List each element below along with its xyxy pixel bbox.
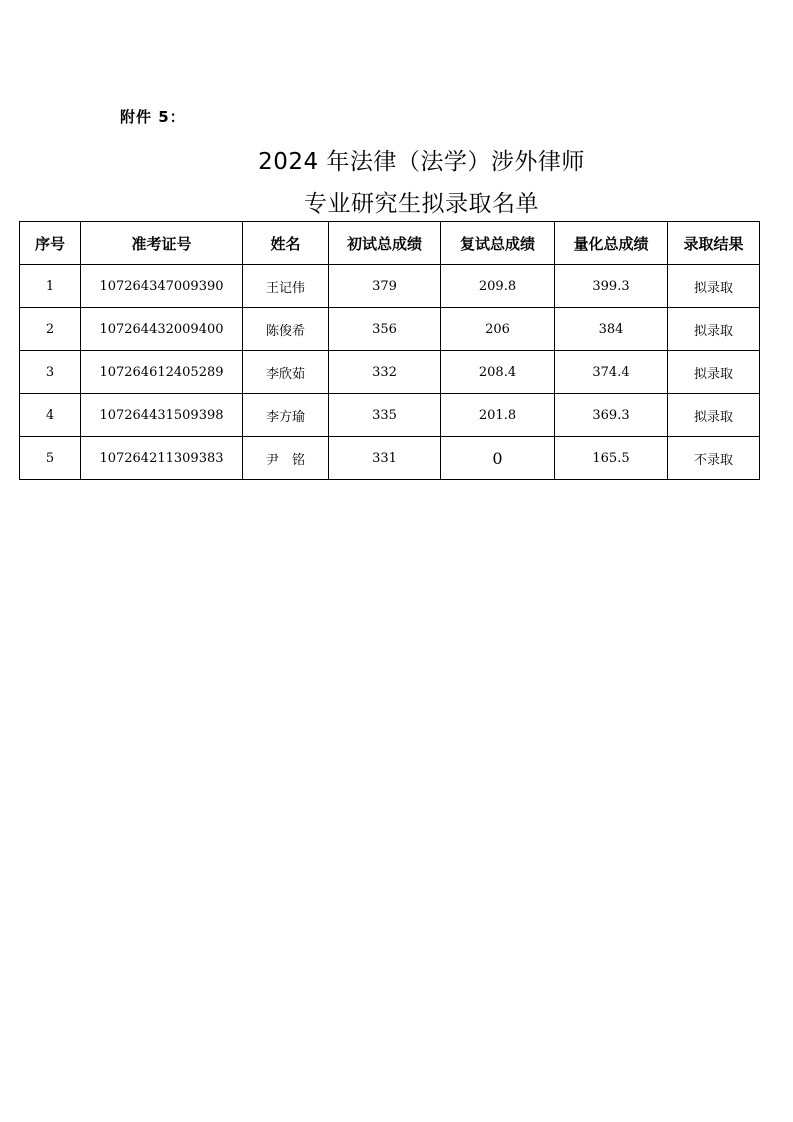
cell-exam-id: 107264211309383 <box>81 437 243 480</box>
cell-name: 李方瑜 <box>243 394 329 437</box>
cell-quantified-score: 384 <box>555 308 668 351</box>
cell-retest-score: 0 <box>441 437 555 480</box>
document-title-line-2: 专业研究生拟录取名单 <box>304 191 539 217</box>
header-initial-score: 初试总成绩 <box>329 222 441 265</box>
cell-initial-score: 356 <box>329 308 441 351</box>
cell-result: 不录取 <box>668 437 760 480</box>
table-row <box>20 308 760 351</box>
cell-retest-score: 208.4 <box>441 351 555 394</box>
cell-index: 5 <box>20 437 81 480</box>
cell-quantified-score: 374.4 <box>555 351 668 394</box>
cell-quantified-score: 165.5 <box>555 437 668 480</box>
cell-name: 李欣茹 <box>243 351 329 394</box>
cell-retest-score: 201.8 <box>441 394 555 437</box>
cell-result: 拟录取 <box>668 351 760 394</box>
attachment-label: 附件 5： <box>120 108 186 126</box>
cell-index: 1 <box>20 265 81 308</box>
table-row <box>20 265 760 308</box>
table-row <box>20 437 760 480</box>
cell-index: 3 <box>20 351 81 394</box>
header-name: 姓名 <box>243 222 329 265</box>
cell-exam-id: 107264432009400 <box>81 308 243 351</box>
cell-exam-id: 107264347009390 <box>81 265 243 308</box>
cell-result: 拟录取 <box>668 394 760 437</box>
cell-name: 尹 铭 <box>243 437 329 480</box>
cell-quantified-score: 369.3 <box>555 394 668 437</box>
cell-quantified-score: 399.3 <box>555 265 668 308</box>
header-exam-id: 准考证号 <box>81 222 243 265</box>
cell-name: 陈俊希 <box>243 308 329 351</box>
admission-table <box>19 221 760 480</box>
header-result: 录取结果 <box>668 222 760 265</box>
header-index: 序号 <box>20 222 81 265</box>
cell-exam-id: 107264612405289 <box>81 351 243 394</box>
cell-initial-score: 379 <box>329 265 441 308</box>
table-row <box>20 394 760 437</box>
cell-index: 2 <box>20 308 81 351</box>
document-title-line-1: 2024 年法律（法学）涉外律师 <box>258 149 585 175</box>
table-row <box>20 351 760 394</box>
cell-initial-score: 332 <box>329 351 441 394</box>
cell-retest-score: 209.8 <box>441 265 555 308</box>
cell-exam-id: 107264431509398 <box>81 394 243 437</box>
cell-retest-score: 206 <box>441 308 555 351</box>
cell-initial-score: 331 <box>329 437 441 480</box>
header-quantified-score: 量化总成绩 <box>555 222 668 265</box>
cell-name: 王记伟 <box>243 265 329 308</box>
cell-result: 拟录取 <box>668 265 760 308</box>
table-header-row <box>20 222 760 265</box>
cell-initial-score: 335 <box>329 394 441 437</box>
header-retest-score: 复试总成绩 <box>441 222 555 265</box>
cell-index: 4 <box>20 394 81 437</box>
cell-result: 拟录取 <box>668 308 760 351</box>
